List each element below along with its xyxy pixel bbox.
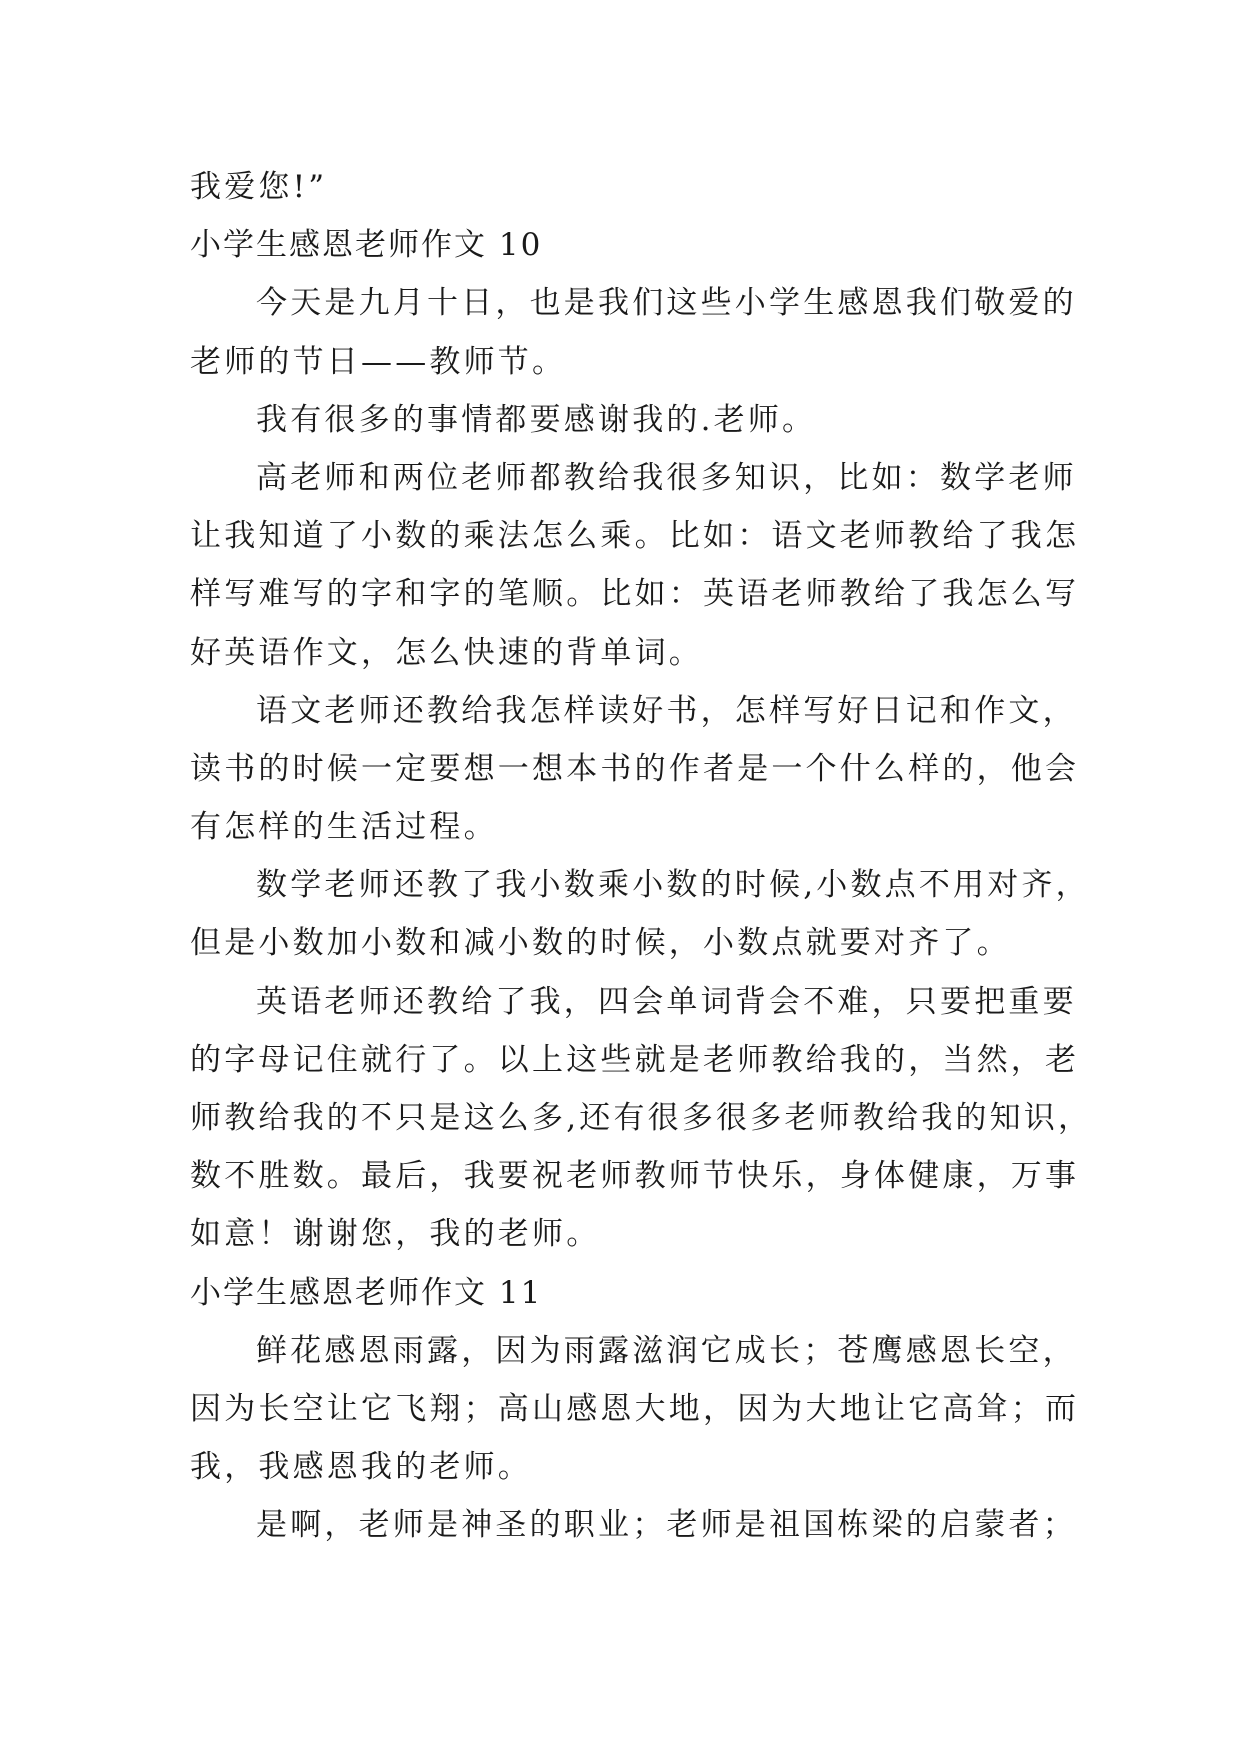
body-line: 如意！谢谢您，我的老师。 — [190, 1216, 601, 1253]
body-line: 老师的节日——教师节。 — [190, 343, 567, 380]
body-line: 我爱您!” — [190, 169, 328, 205]
paragraph-first-line: 数学老师还教了我小数乘小数的时候,小数点不用对齐， — [256, 867, 1090, 904]
body-line: 但是小数加小数和减小数的时候，小数点就要对齐了。 — [190, 925, 1011, 962]
paragraph-first-line: 语文老师还教给我怎样读好书，怎样写好日记和作文， — [256, 692, 1077, 729]
body-line: 的字母记住就行了。以上这些就是老师教给我的，当然，老 — [190, 1041, 1080, 1078]
body-line: 样写难写的字和字的笔顺。比如：英语老师教给了我怎么写 — [190, 576, 1080, 613]
body-line: 读书的时候一定要想一想本书的作者是一个什么样的，他会 — [190, 750, 1080, 787]
paragraph-first-line: 是啊，老师是神圣的职业；老师是祖国栋梁的启蒙者； — [256, 1507, 1077, 1544]
paragraph-first-line: 英语老师还教给了我，四会单词背会不难，只要把重要 — [256, 983, 1077, 1020]
paragraph-first-line: 我有很多的事情都要感谢我的.老师。 — [256, 401, 817, 438]
body-line: 数不胜数。最后，我要祝老师教师节快乐，身体健康，万事 — [190, 1158, 1080, 1195]
body-line: 让我知道了小数的乘法怎么乘。比如：语文老师教给了我怎 — [190, 518, 1080, 555]
paragraph-first-line: 高老师和两位老师都教给我很多知识，比如：数学老师 — [256, 459, 1077, 496]
body-line: 好英语作文，怎么快速的背单词。 — [190, 634, 703, 671]
section-heading: 小学生感恩老师作文 11 — [190, 1274, 543, 1311]
paragraph-first-line: 今天是九月十日，也是我们这些小学生感恩我们敬爱的 — [256, 285, 1077, 322]
paragraph-first-line: 鲜花感恩雨露，因为雨露滋润它成长；苍鹰感恩长空， — [256, 1332, 1077, 1369]
body-line: 因为长空让它飞翔；高山感恩大地，因为大地让它高耸；而 — [190, 1390, 1080, 1427]
body-line: 师教给我的不只是这么多,还有很多很多老师教给我的知识， — [190, 1100, 1093, 1136]
body-line: 我，我感恩我的老师。 — [190, 1449, 532, 1486]
body-line: 有怎样的生活过程。 — [190, 809, 498, 846]
section-heading: 小学生感恩老师作文 10 — [190, 227, 543, 264]
document-body — [190, 158, 1093, 1555]
